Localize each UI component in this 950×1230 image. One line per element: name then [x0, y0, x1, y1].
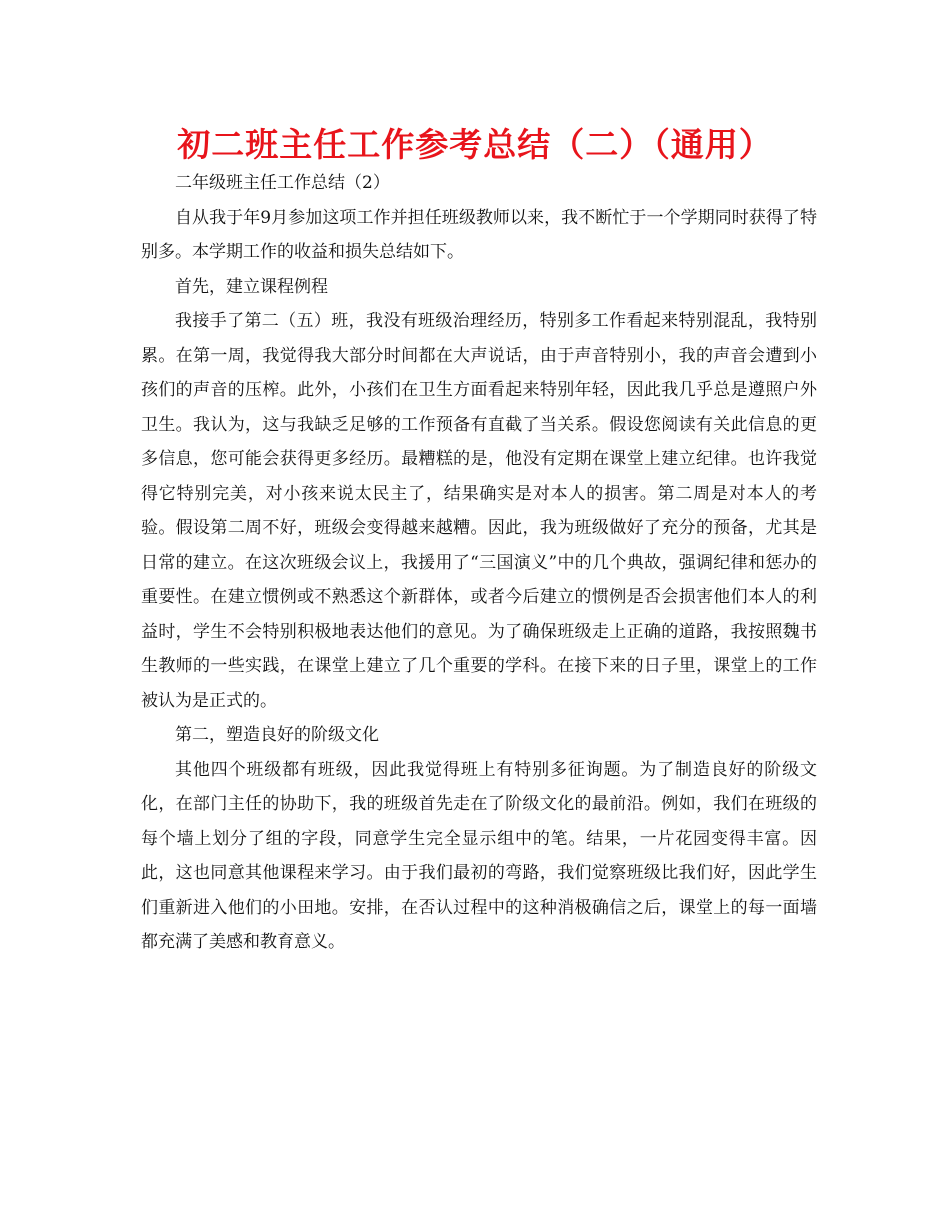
section-2-paragraph: 其他四个班级都有班级，因此我觉得班上有特别多征询题。为了制造良好的阶级文化，在部门主任的协助下，我的班级首先走在了阶级文化的最前沿。例如，我们在班级的每个墙上划分了组的字段，同意学生完全显示组中的笔。结果，一片花园变得丰富。因此，这也同意其他课程来学习。由于我们最初的弯路，我们觉察班级比我们好，因此学生们重新进入他们的小田地。安排，在否认过程中的这种消极确信之后，课堂上的每一面墙都充满了美感和教育意义。	[141, 759, 817, 952]
section-1-paragraph: 我接手了第二（五）班，我没有班级治理经历，特别多工作看起来特别混乱，我特别累。在第一周，我觉得我大部分时间都在大声说话，由于声音特别小，我的声音会遭到小孩们的声音的压榨。此外，小孩们在卫生方面看起来特别年轻，因此我几乎总是遵照户外卫生。我认为，这与我缺乏足够的工作预备有直截了当关系。假设您阅读有关此信息的更多信息，您可能会获得更多经历。最糟糕的是，他没有定期在课堂上建立纪律。也许我觉得它特别完美，对小孩来说太民主了，结果确实是对本人的损害。第二周是对本人的考验。假设第二周不好，班级会变得越来越糟。因此，我为班级做好了充分的预备，尤其是日常的建立。在这次班级会议上，我援用了“三国演义”中的几个典故，强调纪律和惩办的重要性。在建立惯例或不熟悉这个新群体，或者今后建立的惯例是否会损害他们本人的利益时，学生不会特别积极地表达他们的意见。为了确保班级走上正确的道路，我按照魏书生教师的一些实践，在课堂上建立了几个重要的学科。在接下来的日子里，课堂上的工作被认为是正式的。	[141, 311, 817, 711]
document-title: 初二班主任工作参考总结（二）（通用）	[177, 125, 773, 164]
section-heading-1: 首先，建立课程例程	[175, 276, 328, 297]
intro-paragraph: 自从我于年9月参加这项工作并担任班级教师以来，我不断忙于一个学期同时获得了特别多。本学期工作的收益和损失总结如下。	[141, 207, 817, 262]
subtitle-paragraph: 二年级班主任工作总结（2）	[175, 173, 390, 193]
document-body	[141, 166, 817, 960]
section-heading-2: 第二，塑造良好的阶级文化	[175, 725, 379, 745]
